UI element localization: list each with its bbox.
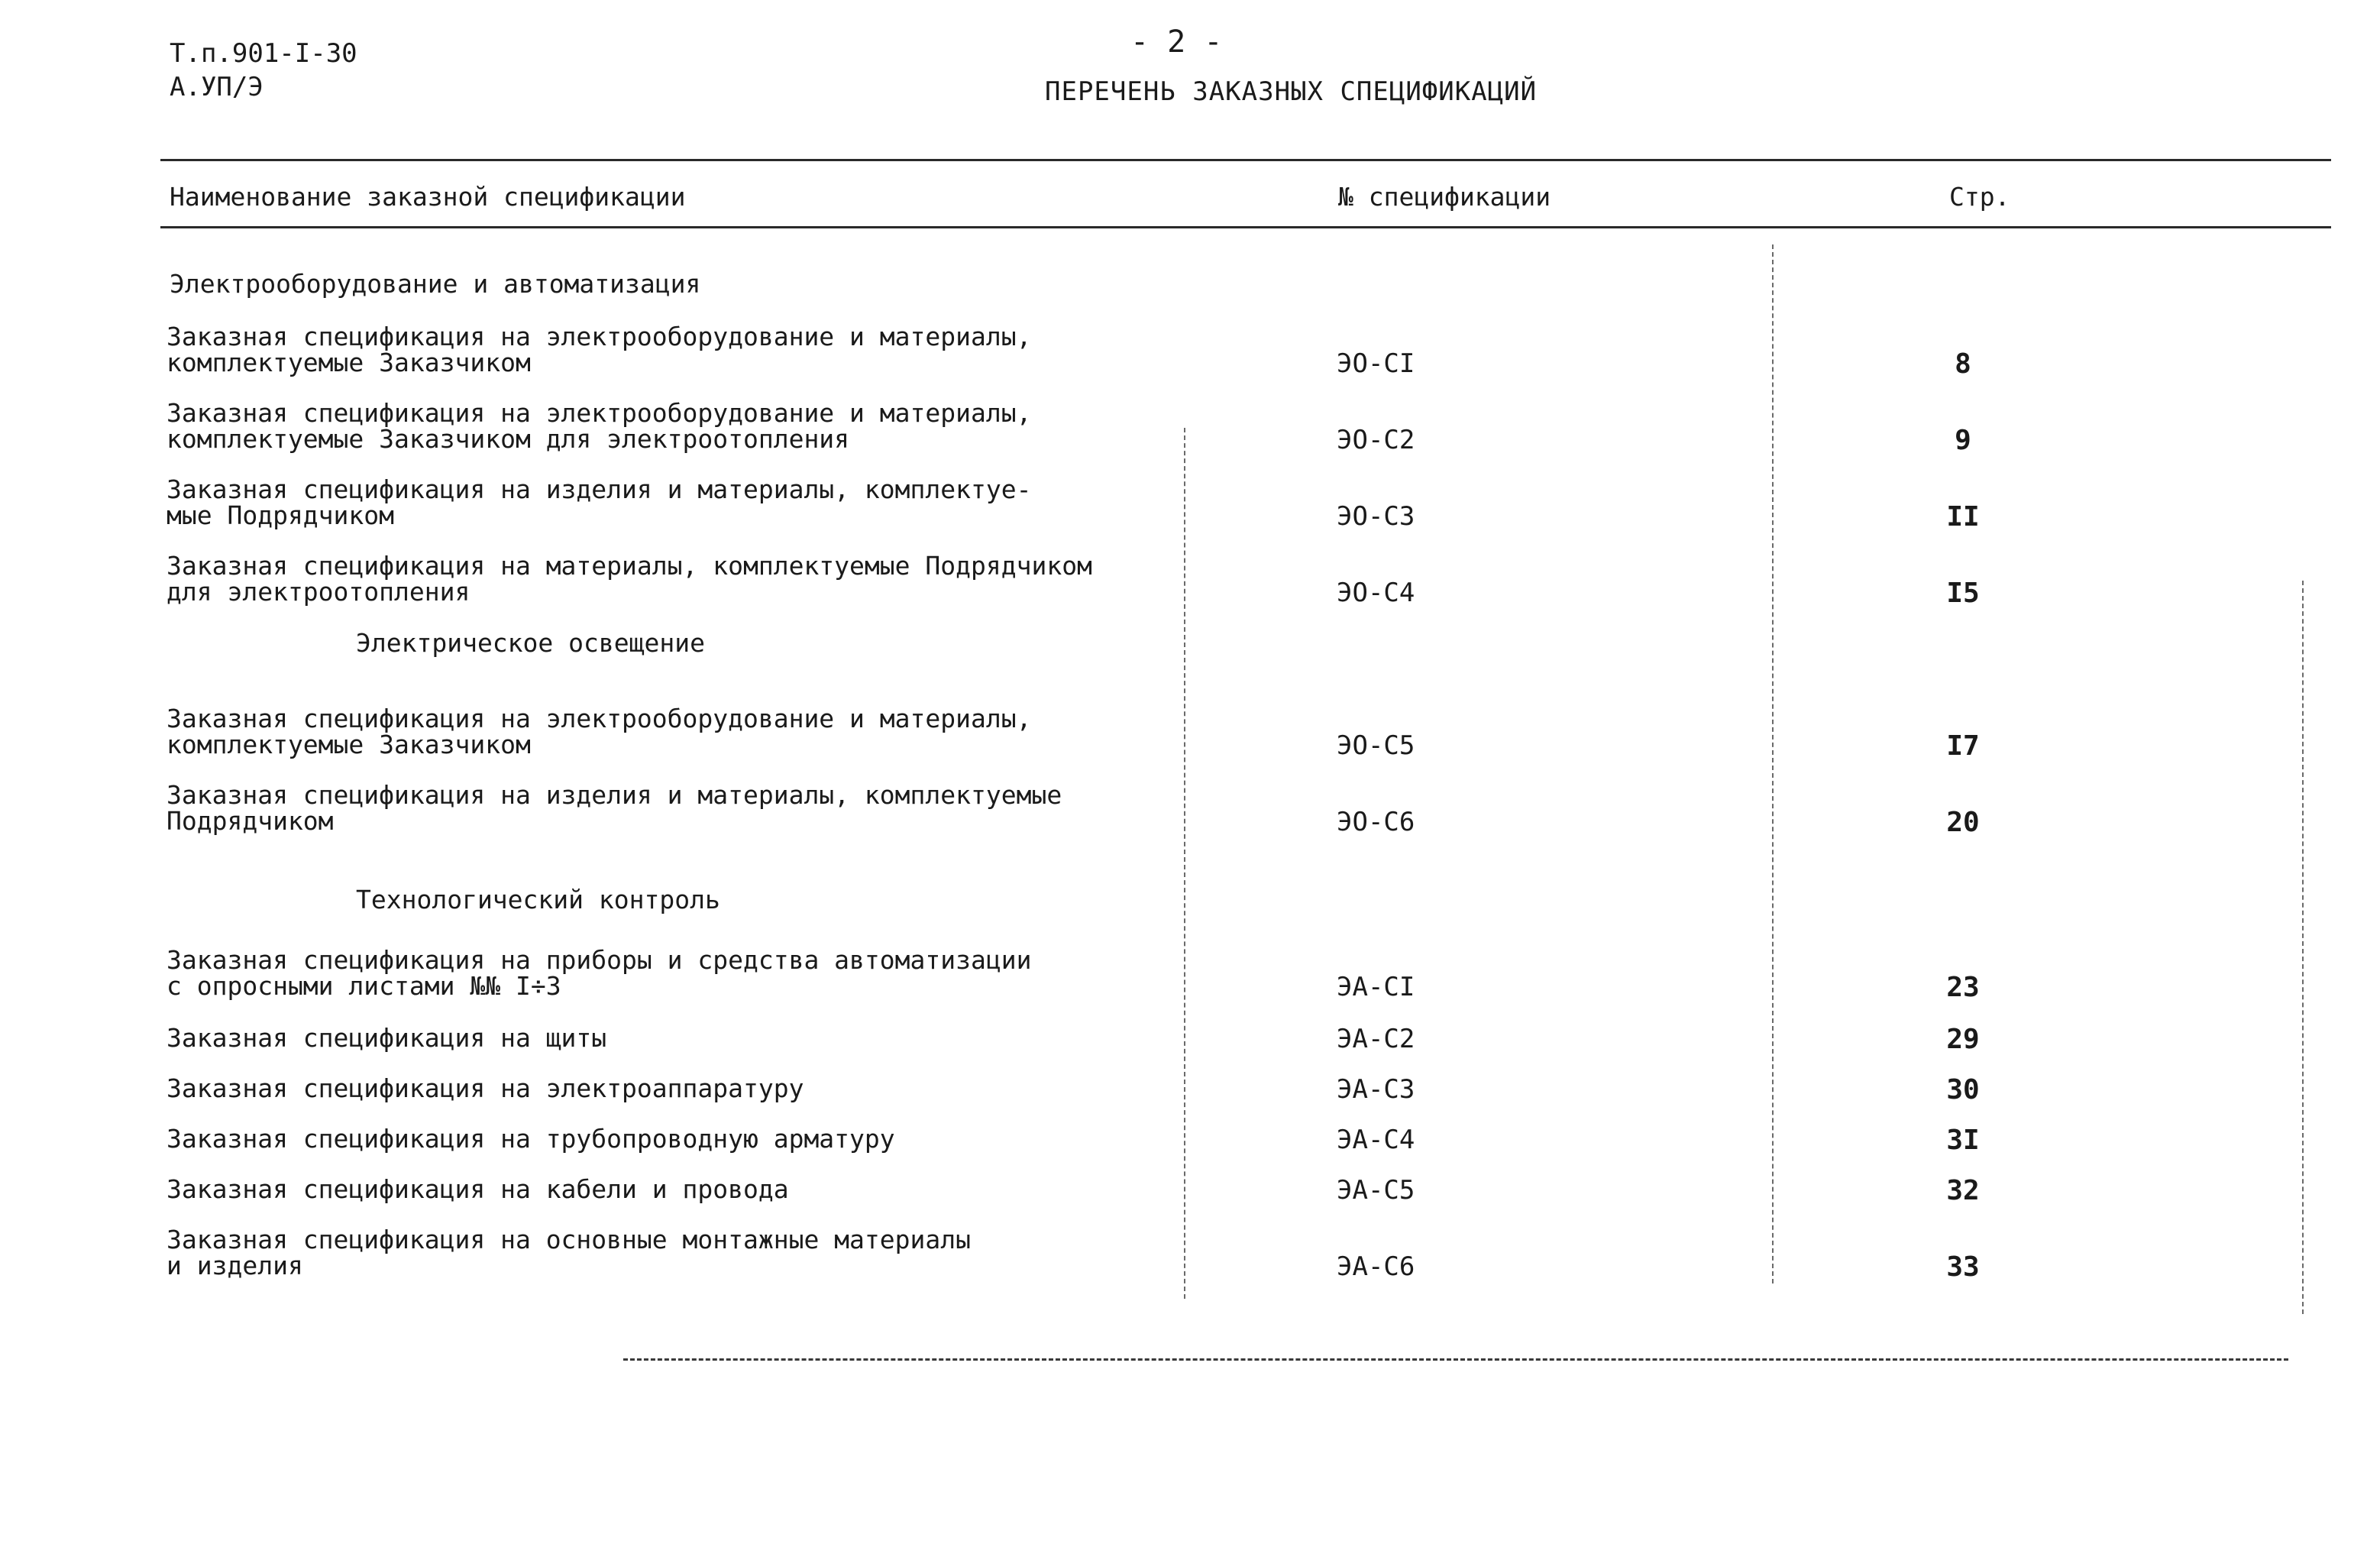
table-header-rule [160, 226, 2331, 228]
table-row-page: I7 [1946, 730, 1980, 762]
column-divider-page [1772, 244, 1774, 1283]
table-row-code: ЭА-С4 [1337, 1125, 1415, 1155]
table-row-page: I5 [1946, 578, 1980, 609]
table-row-name: Заказная спецификация на кабели и провода [167, 1174, 789, 1204]
right-edge-marks [2302, 581, 2304, 1314]
table-row-code: ЭО-СI [1337, 348, 1415, 379]
table-row-code: ЭА-С2 [1337, 1024, 1415, 1054]
table-row-page: 30 [1946, 1074, 1980, 1105]
table-row-name: Заказная спецификация на изделия и материалы, комплектуемые Подрядчиком [167, 780, 1062, 836]
table-row-code: ЭО-С4 [1337, 578, 1415, 608]
column-header-name: Наименование заказной спецификации [170, 182, 686, 212]
table-row-code: ЭО-С3 [1337, 501, 1415, 532]
table-row-name: Заказная спецификация на изделия и материалы, комплектуе- мые Подрядчиком [167, 474, 1032, 530]
column-header-page: Стр. [1949, 182, 2010, 212]
table-row-name: Заказная спецификация на приборы и средства автоматизации с опросными листами №№ I÷3 [167, 945, 1032, 1001]
section-title: Технологический контроль [356, 885, 720, 914]
table-bottom-rule [623, 1358, 2288, 1361]
table-row-page: 33 [1946, 1251, 1980, 1283]
table-row-page: 29 [1946, 1024, 1980, 1055]
table-row-code: ЭО-С2 [1337, 425, 1415, 455]
table-row-page: 20 [1946, 807, 1980, 838]
table-row-name: Заказная спецификация на щиты [167, 1023, 607, 1053]
table-row-page: 9 [1955, 425, 1971, 456]
table-row-name: Заказная спецификация на электрооборудование и материалы, комплектуемые Заказчиком для электроотопления [167, 398, 1032, 454]
table-row-code: ЭО-С6 [1337, 807, 1415, 837]
table-row-code: ЭА-С5 [1337, 1175, 1415, 1206]
document-title: ПЕРЕЧЕНЬ ЗАКАЗНЫХ СПЕЦИФИКАЦИЙ [1045, 76, 1538, 107]
document-code [170, 37, 357, 104]
table-row-code: ЭА-С6 [1337, 1251, 1415, 1282]
table-row-code: ЭА-СI [1337, 972, 1415, 1002]
page-number: - 2 - [1130, 24, 1223, 60]
column-divider-code [1184, 428, 1185, 1299]
table-row-name: Заказная спецификация на электроаппаратуру [167, 1073, 804, 1103]
table-row-name: Заказная спецификация на материалы, комплектуемые Подрядчиком для электроотопления [167, 551, 1092, 607]
table-row-name: Заказная спецификация на электрооборудование и материалы, комплектуемые Заказчиком [167, 322, 1032, 377]
table-row-page: 32 [1946, 1175, 1980, 1206]
table-row-name: Заказная спецификация на основные монтажные материалы и изделия [167, 1225, 971, 1280]
table-row-code: ЭА-С3 [1337, 1074, 1415, 1105]
table-row-page: 23 [1946, 972, 1980, 1003]
document-code-line2: А.УП/Э [170, 72, 264, 102]
table-top-rule [160, 159, 2331, 161]
column-header-code: № спецификации [1338, 182, 1551, 212]
table-row-page: 8 [1955, 348, 1971, 380]
table-row-name: Заказная спецификация на трубопроводную арматуру [167, 1124, 895, 1154]
section-title: Электрическое освещение [356, 628, 705, 658]
table-row-code: ЭО-С5 [1337, 730, 1415, 761]
table-row-page: II [1946, 501, 1980, 532]
table-row-page: 3I [1946, 1125, 1980, 1156]
document-code-line1: Т.п.901-I-30 [170, 38, 357, 69]
section-title: Электрооборудование и автоматизация [170, 269, 701, 299]
table-row-name: Заказная спецификация на электрооборудование и материалы, комплектуемые Заказчиком [167, 704, 1032, 759]
